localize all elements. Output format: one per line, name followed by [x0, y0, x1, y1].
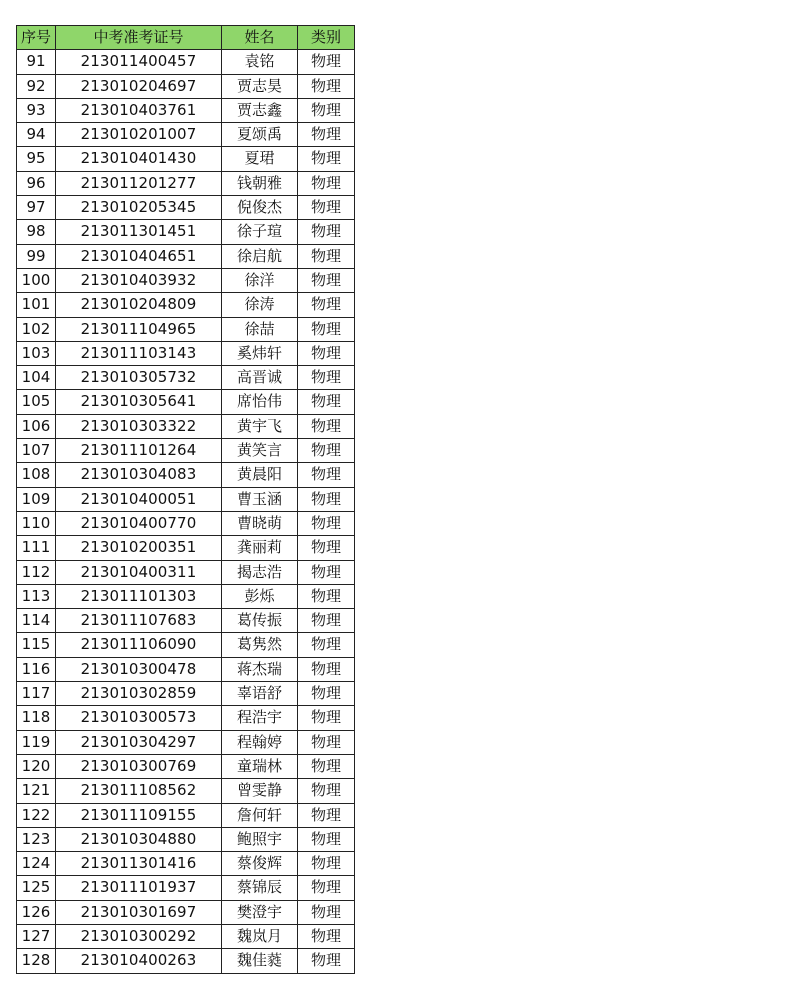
cell-category: 物理 — [298, 852, 355, 876]
cell-name: 徐喆 — [222, 317, 298, 341]
cell-name: 黄晨阳 — [222, 463, 298, 487]
cell-name: 蒋杰瑞 — [222, 657, 298, 681]
cell-exam-id: 213011400457 — [56, 50, 222, 74]
table-row — [17, 754, 355, 778]
cell-seq: 102 — [17, 317, 56, 341]
cell-name: 袁铭 — [222, 50, 298, 74]
cell-name: 程翰婷 — [222, 730, 298, 754]
cell-category: 物理 — [298, 50, 355, 74]
cell-exam-id: 213010301697 — [56, 900, 222, 924]
cell-category: 物理 — [298, 439, 355, 463]
table-row — [17, 196, 355, 220]
cell-exam-id: 213010304083 — [56, 463, 222, 487]
cell-exam-id: 213010204697 — [56, 74, 222, 98]
cell-exam-id: 213011104965 — [56, 317, 222, 341]
table-row — [17, 949, 355, 973]
cell-seq: 101 — [17, 293, 56, 317]
table-row — [17, 633, 355, 657]
cell-exam-id: 213010400051 — [56, 487, 222, 511]
cell-seq: 97 — [17, 196, 56, 220]
cell-name: 夏颂禹 — [222, 123, 298, 147]
cell-category: 物理 — [298, 779, 355, 803]
cell-name: 程浩宇 — [222, 706, 298, 730]
cell-seq: 104 — [17, 366, 56, 390]
table-row — [17, 74, 355, 98]
cell-seq: 118 — [17, 706, 56, 730]
cell-exam-id: 213011101937 — [56, 876, 222, 900]
cell-seq: 107 — [17, 439, 56, 463]
cell-name: 贾志鑫 — [222, 98, 298, 122]
cell-exam-id: 213010300769 — [56, 754, 222, 778]
cell-name: 樊澄宇 — [222, 900, 298, 924]
cell-name: 曹玉涵 — [222, 487, 298, 511]
cell-name: 高晋诚 — [222, 366, 298, 390]
cell-category: 物理 — [298, 390, 355, 414]
cell-category: 物理 — [298, 827, 355, 851]
cell-exam-id: 213011301416 — [56, 852, 222, 876]
table-row — [17, 511, 355, 535]
cell-category: 物理 — [298, 366, 355, 390]
cell-name: 蔡锦辰 — [222, 876, 298, 900]
table-row — [17, 900, 355, 924]
cell-seq: 126 — [17, 900, 56, 924]
table-row — [17, 609, 355, 633]
cell-category: 物理 — [298, 706, 355, 730]
cell-exam-id: 213010302859 — [56, 682, 222, 706]
cell-category: 物理 — [298, 123, 355, 147]
cell-exam-id: 213010304880 — [56, 827, 222, 851]
table-row — [17, 220, 355, 244]
cell-seq: 125 — [17, 876, 56, 900]
cell-category: 物理 — [298, 244, 355, 268]
cell-name: 贾志昊 — [222, 74, 298, 98]
cell-category: 物理 — [298, 171, 355, 195]
cell-name: 徐洋 — [222, 268, 298, 292]
cell-category: 物理 — [298, 487, 355, 511]
cell-seq: 124 — [17, 852, 56, 876]
cell-exam-id: 213011107683 — [56, 609, 222, 633]
table-row — [17, 706, 355, 730]
table-row — [17, 536, 355, 560]
cell-exam-id: 213010300478 — [56, 657, 222, 681]
cell-category: 物理 — [298, 220, 355, 244]
cell-category: 物理 — [298, 754, 355, 778]
cell-name: 席怡伟 — [222, 390, 298, 414]
header-row — [17, 26, 355, 50]
cell-name: 曹晓萌 — [222, 511, 298, 535]
cell-exam-id: 213010201007 — [56, 123, 222, 147]
table-row — [17, 924, 355, 948]
student-list-table — [16, 25, 355, 974]
cell-name: 魏岚月 — [222, 924, 298, 948]
cell-seq: 119 — [17, 730, 56, 754]
cell-exam-id: 213010305732 — [56, 366, 222, 390]
cell-category: 物理 — [298, 803, 355, 827]
cell-name: 龚丽莉 — [222, 536, 298, 560]
cell-exam-id: 213011201277 — [56, 171, 222, 195]
cell-exam-id: 213010400311 — [56, 560, 222, 584]
header-seq: 序号 — [17, 26, 56, 50]
cell-exam-id: 213010401430 — [56, 147, 222, 171]
table-row — [17, 779, 355, 803]
cell-exam-id: 213010305641 — [56, 390, 222, 414]
cell-exam-id: 213010204809 — [56, 293, 222, 317]
cell-seq: 110 — [17, 511, 56, 535]
cell-seq: 93 — [17, 98, 56, 122]
cell-name: 倪俊杰 — [222, 196, 298, 220]
cell-seq: 105 — [17, 390, 56, 414]
table-row — [17, 50, 355, 74]
table-row — [17, 487, 355, 511]
cell-category: 物理 — [298, 74, 355, 98]
cell-exam-id: 213010400263 — [56, 949, 222, 973]
table-row — [17, 827, 355, 851]
cell-category: 物理 — [298, 98, 355, 122]
table-header — [17, 26, 355, 50]
cell-category: 物理 — [298, 341, 355, 365]
cell-name: 鲍照宇 — [222, 827, 298, 851]
cell-seq: 99 — [17, 244, 56, 268]
cell-exam-id: 213011301451 — [56, 220, 222, 244]
table-row — [17, 123, 355, 147]
cell-seq: 114 — [17, 609, 56, 633]
table-row — [17, 366, 355, 390]
cell-exam-id: 213010200351 — [56, 536, 222, 560]
cell-name: 彭烁 — [222, 584, 298, 608]
cell-seq: 94 — [17, 123, 56, 147]
cell-category: 物理 — [298, 609, 355, 633]
cell-exam-id: 213011108562 — [56, 779, 222, 803]
table-row — [17, 293, 355, 317]
table-row — [17, 98, 355, 122]
cell-seq: 103 — [17, 341, 56, 365]
cell-name: 徐涛 — [222, 293, 298, 317]
cell-name: 徐子瑄 — [222, 220, 298, 244]
cell-exam-id: 213011101264 — [56, 439, 222, 463]
table-row — [17, 463, 355, 487]
cell-category: 物理 — [298, 511, 355, 535]
cell-exam-id: 213011109155 — [56, 803, 222, 827]
cell-exam-id: 213010403932 — [56, 268, 222, 292]
cell-name: 蔡俊辉 — [222, 852, 298, 876]
cell-category: 物理 — [298, 949, 355, 973]
cell-seq: 106 — [17, 414, 56, 438]
table-row — [17, 244, 355, 268]
cell-category: 物理 — [298, 924, 355, 948]
cell-exam-id: 213010403761 — [56, 98, 222, 122]
cell-category: 物理 — [298, 900, 355, 924]
cell-category: 物理 — [298, 657, 355, 681]
cell-exam-id: 213010300573 — [56, 706, 222, 730]
cell-seq: 115 — [17, 633, 56, 657]
cell-name: 葛传振 — [222, 609, 298, 633]
cell-category: 物理 — [298, 682, 355, 706]
cell-seq: 120 — [17, 754, 56, 778]
cell-seq: 116 — [17, 657, 56, 681]
cell-category: 物理 — [298, 560, 355, 584]
cell-name: 黄笑言 — [222, 439, 298, 463]
table-row — [17, 341, 355, 365]
cell-exam-id: 213010300292 — [56, 924, 222, 948]
cell-category: 物理 — [298, 414, 355, 438]
table-row — [17, 876, 355, 900]
table-row — [17, 439, 355, 463]
cell-exam-id: 213011103143 — [56, 341, 222, 365]
cell-name: 詹何轩 — [222, 803, 298, 827]
table-row — [17, 560, 355, 584]
cell-category: 物理 — [298, 876, 355, 900]
header-category: 类别 — [298, 26, 355, 50]
table-row — [17, 657, 355, 681]
cell-seq: 112 — [17, 560, 56, 584]
cell-category: 物理 — [298, 633, 355, 657]
cell-name: 钱朝雅 — [222, 171, 298, 195]
cell-seq: 91 — [17, 50, 56, 74]
cell-exam-id: 213011101303 — [56, 584, 222, 608]
table-row — [17, 390, 355, 414]
cell-seq: 122 — [17, 803, 56, 827]
cell-name: 童瑞林 — [222, 754, 298, 778]
cell-category: 物理 — [298, 730, 355, 754]
table-row — [17, 803, 355, 827]
cell-seq: 109 — [17, 487, 56, 511]
header-name: 姓名 — [222, 26, 298, 50]
cell-name: 葛隽然 — [222, 633, 298, 657]
cell-seq: 113 — [17, 584, 56, 608]
cell-seq: 100 — [17, 268, 56, 292]
cell-seq: 92 — [17, 74, 56, 98]
cell-name: 徐启航 — [222, 244, 298, 268]
cell-name: 奚炜轩 — [222, 341, 298, 365]
table-row — [17, 414, 355, 438]
cell-seq: 117 — [17, 682, 56, 706]
cell-name: 曾雯静 — [222, 779, 298, 803]
cell-exam-id: 213011106090 — [56, 633, 222, 657]
cell-category: 物理 — [298, 293, 355, 317]
table-row — [17, 584, 355, 608]
cell-seq: 127 — [17, 924, 56, 948]
table-row — [17, 171, 355, 195]
table-row — [17, 268, 355, 292]
table-row — [17, 730, 355, 754]
cell-category: 物理 — [298, 196, 355, 220]
table-row — [17, 852, 355, 876]
cell-exam-id: 213010304297 — [56, 730, 222, 754]
cell-seq: 95 — [17, 147, 56, 171]
cell-name: 揭志浩 — [222, 560, 298, 584]
cell-exam-id: 213010303322 — [56, 414, 222, 438]
cell-category: 物理 — [298, 536, 355, 560]
table-row — [17, 317, 355, 341]
table-row — [17, 147, 355, 171]
cell-category: 物理 — [298, 268, 355, 292]
cell-exam-id: 213010205345 — [56, 196, 222, 220]
cell-seq: 128 — [17, 949, 56, 973]
cell-category: 物理 — [298, 147, 355, 171]
cell-category: 物理 — [298, 463, 355, 487]
cell-name: 魏佳蕤 — [222, 949, 298, 973]
cell-seq: 111 — [17, 536, 56, 560]
cell-seq: 98 — [17, 220, 56, 244]
table-body — [17, 50, 355, 973]
cell-seq: 123 — [17, 827, 56, 851]
table-row — [17, 682, 355, 706]
cell-seq: 96 — [17, 171, 56, 195]
cell-seq: 108 — [17, 463, 56, 487]
cell-exam-id: 213010404651 — [56, 244, 222, 268]
header-exam-id: 中考准考证号 — [56, 26, 222, 50]
cell-category: 物理 — [298, 317, 355, 341]
cell-name: 夏珺 — [222, 147, 298, 171]
cell-exam-id: 213010400770 — [56, 511, 222, 535]
cell-name: 黄宇飞 — [222, 414, 298, 438]
cell-seq: 121 — [17, 779, 56, 803]
cell-name: 辜语舒 — [222, 682, 298, 706]
cell-category: 物理 — [298, 584, 355, 608]
